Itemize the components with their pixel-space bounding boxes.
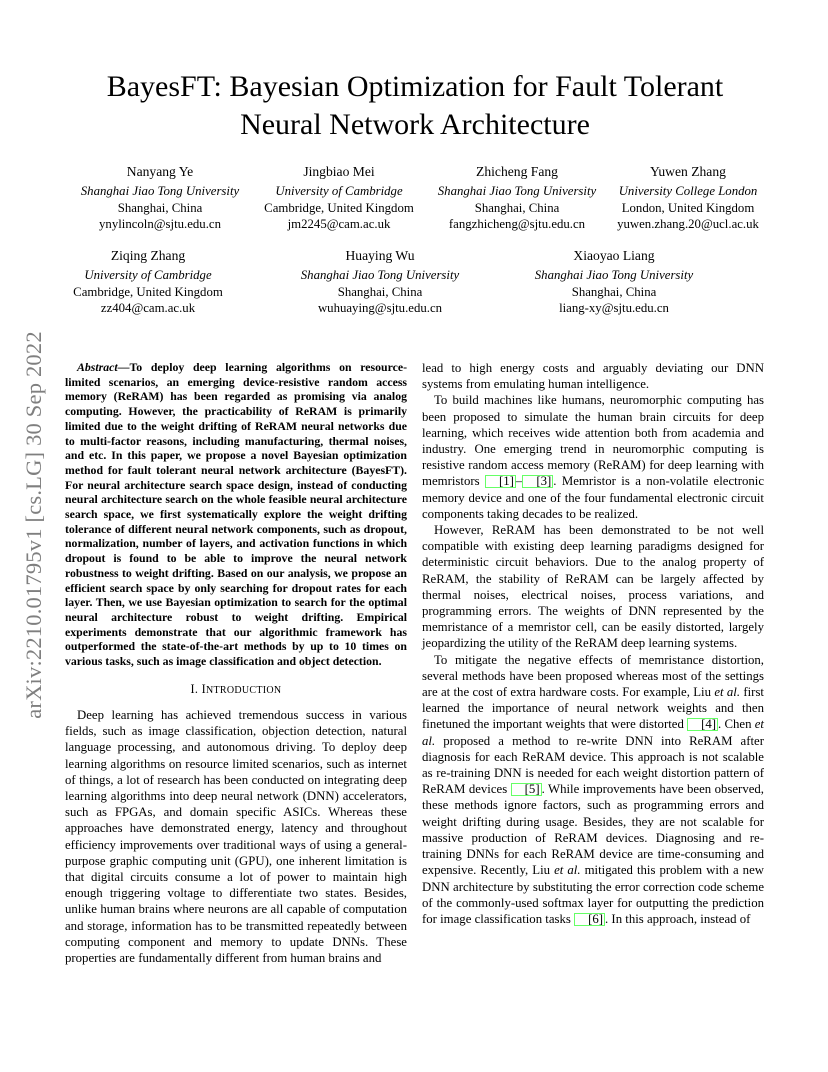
author-block	[516, 248, 712, 317]
author-name: Jingbiao Mei	[303, 164, 375, 179]
citation-link[interactable]: [4]	[687, 718, 718, 731]
author-email: zz404@cam.ac.uk	[100, 301, 196, 316]
abstract-text: —To deploy deep learning algorithms on resource-limited scenarios, an emerging device-resistive random access memory (ReRAM) has been regarded as promising via analog computing. However, the practicability of ReRAM is primarily limited due to the weight drifting of ReRAM neural networks due to multi-factor reasons, including manufacturing, thermal noises, and etc. In this paper, we propose a novel Bayesian optimization method for fault tolerant neural network architecture (BayesFT). For neural architecture search space design, instead of conducting neural architecture search on the whole feasible neural architecture search space, we first systematically explore the weight drifting tolerance of different neural network components, such as dropout, normalization, number of layers, and activation functions in which dropout is found to be able to improve the neural network robustness to weight drifting. Based on our analysis, we propose an efficient search space by only searching for dropout rates for each layer. Then, we use Bayesian optimization to search for the optimal neural architecture robust to weight drifting. Empirical experiments demonstrate that our algorithmic framework has outperformed the state-of-the-art methods by up to 10 times on various tasks, such as image classification and object detection.	[65, 360, 407, 669]
author-block	[241, 164, 437, 233]
author-location: London, United Kingdom	[621, 200, 755, 215]
intro-paragraph: Deep learning has achieved tremendous success in various fields, such as image classification, objection detection, natural language processing, and autonomous driving. To deploy deep learning algorithms on resource limited scenarios, such as internet of things, a lot of research has been conducted on integrating deep learning algorithms into deep neural network (DNN) accelerators, such as FPGAs, and domain specific ASICs. Whereas these approaches have demonstrated energy, latency and throughout efficiency improvements over traditional ways of using a general-purpose graphic computing unit (GPU), one inherent limitation is that digital circuits consume a lot of power to maintain high enough triggering voltage to differentiate two states. Besides, unlike human brains where neurons are all capable of computation and storage, information has to be transmitted repeatedly between computing component and memory to update DNNs. These properties are fundamentally different from human brains and	[65, 707, 407, 966]
citation-link[interactable]: [6]	[574, 913, 605, 926]
body-paragraph: lead to high energy costs and arguably deviating our DNN systems from emulating human intelligence.	[422, 361, 764, 392]
author-email: liang-xy@sjtu.edu.cn	[559, 301, 669, 316]
title-line-1: BayesFT: Bayesian Optimization for Fault Tolerant	[106, 70, 724, 103]
author-affiliation: University of Cambridge	[275, 183, 403, 198]
right-column	[422, 360, 764, 927]
author-name: Nanyang Ye	[126, 164, 194, 179]
author-affiliation: Shanghai Jiao Tong University	[300, 267, 460, 282]
author-block	[419, 164, 615, 233]
citation-link[interactable]: [1]	[485, 475, 516, 488]
author-affiliation: University College London	[618, 183, 758, 198]
author-block	[50, 248, 246, 317]
author-block	[590, 164, 786, 233]
title-line-2: Neural Network Architecture	[240, 108, 590, 141]
citation-link[interactable]: [3]	[522, 475, 553, 488]
author-affiliation: Shanghai Jiao Tong University	[80, 183, 240, 198]
body-paragraph: To build machines like humans, neuromorphic computing has been proposed to simulate the human brain circuits for deep learning, which receives wide attention both from academia and industry. One emerging trend in neuromorphic computing is resistive random access memory (ReRAM) for deep learning with memristors [1] – [3] . Memristor is a non-volatile electronic memory device and one of the four fundamental electronic circuit components taking decades to be realized.	[422, 393, 765, 521]
citation-link[interactable]: [5]	[511, 783, 542, 796]
author-affiliation: Shanghai Jiao Tong University	[437, 183, 597, 198]
author-block	[282, 248, 478, 317]
body-paragraph: However, ReRAM has been demonstrated to be not well compatible with existing deep learning paradigms designed for deterministic circuit behaviors. Due to the analog property of ReRAM, the stability of ReRAM can be largely affected by thermal noises, electrical noises, process variations, and programming errors. The weights of DNN represented by the memristance of a memristor cell, can be easily distorted, largely jeopardizing the utility of the ReRAM deep learning systems.	[422, 523, 764, 651]
abstract	[65, 360, 407, 669]
author-location: Shanghai, China	[117, 200, 203, 215]
author-email: jm2245@cam.ac.uk	[287, 217, 391, 232]
author-name: Huaying Wu	[345, 248, 415, 263]
author-name: Zhicheng Fang	[476, 164, 558, 179]
abstract-label: Abstract	[77, 360, 118, 374]
author-name: Ziqing Zhang	[110, 248, 186, 263]
body-paragraph: To mitigate the negative effects of memristance distortion, several methods have been proposed whereas most of the settings are at the cost of extra hardware costs. For example, Liu et al. first learned the importance of neural network weights and then finetuned the important weights that were distorted [4] . Chen et al. proposed a method to re-write DNN into ReRAM after diagnosis for each ReRAM device. This approach is not scalable as re-training DNN is needed for each weight distortion pattern of ReRAM devices [5] . While improvements have been observed, these methods ignore factors, such as programming errors and weight drifting during usage. Besides, they are not scalable for massive production of ReRAM devices. Diagnosing and re-training DNNs for each ReRAM device are time-consuming and expensive. Recently, Liu et al. mitigated this problem with a new DNN architecture by substituting the error correction code scheme of the commonly-used softmax layer for outputting the prediction for image classification tasks [6] . In this approach, instead of	[422, 652, 764, 926]
author-block	[62, 164, 258, 233]
author-name: Xiaoyao Liang	[573, 248, 655, 263]
author-email: fangzhicheng@sjtu.edu.cn	[448, 217, 586, 232]
author-name: Yuwen Zhang	[650, 164, 726, 179]
author-location: Cambridge, United Kingdom	[73, 284, 223, 299]
author-location: Shanghai, China	[337, 284, 423, 299]
author-affiliation: Shanghai Jiao Tong University	[534, 267, 694, 282]
author-location: Shanghai, China	[474, 200, 560, 215]
arxiv-sidebar-stamp: arXiv:2210.01795v1 [cs.LG] 30 Sep 2022	[21, 331, 46, 719]
author-location: Shanghai, China	[571, 284, 657, 299]
author-affiliation: University of Cambridge	[84, 267, 212, 282]
author-email: yuwen.zhang.20@ucl.ac.uk	[617, 217, 759, 232]
left-column	[65, 360, 407, 966]
author-email: wuhuaying@sjtu.edu.cn	[317, 301, 443, 316]
paper-title	[70, 68, 760, 144]
section-heading-introduction: I. INTRODUCTION	[190, 681, 282, 696]
author-location: Cambridge, United Kingdom	[264, 200, 414, 215]
author-email: ynylincoln@sjtu.edu.cn	[99, 217, 221, 232]
